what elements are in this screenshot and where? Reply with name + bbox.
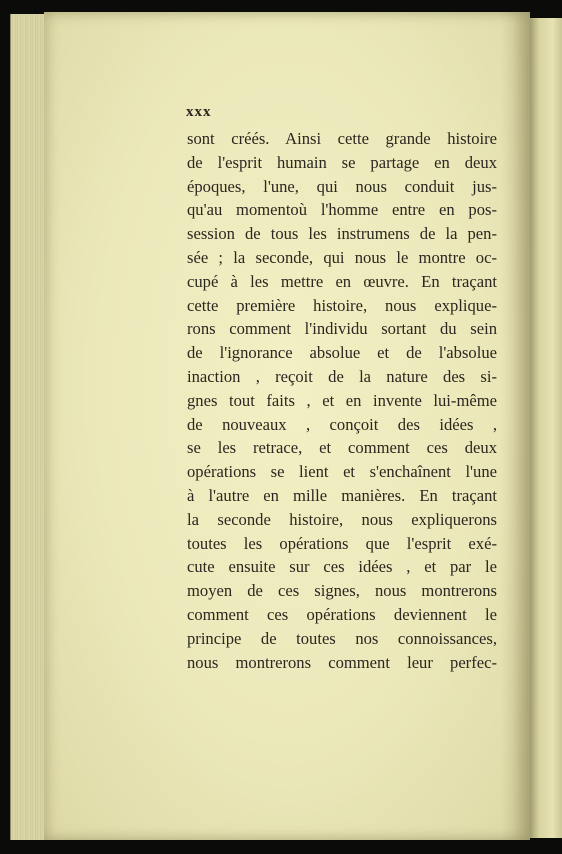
text-line: toutes les opérations que l'esprit exé- — [187, 533, 497, 553]
text-line: comment ces opérations deviennent le — [187, 604, 497, 624]
text-line: de l'ignorance absolue et de l'absolue — [187, 343, 497, 363]
body-text — [187, 127, 497, 674]
gutter-shadow — [500, 12, 530, 840]
text-line: moyen de ces signes, nous montrerons — [187, 581, 497, 601]
text-line: de l'esprit humain se partage en deux — [187, 152, 497, 172]
text-line: à l'autre en mille manières. En traçant — [187, 485, 497, 505]
text-line: qu'au momentoù l'homme entre en pos- — [187, 200, 497, 220]
text-line: session de tous les instrumens de la pen- — [187, 224, 497, 244]
text-line: de nouveaux , conçoit des idées , — [187, 414, 497, 434]
text-line: inaction , reçoit de la nature des si- — [187, 366, 497, 386]
text-line: rons comment l'individu sortant du sein — [187, 319, 497, 339]
text-line: cette première histoire, nous explique- — [187, 295, 497, 315]
text-line: cupé à les mettre en œuvre. En traçant — [187, 271, 497, 291]
page-number: xxx — [186, 104, 212, 120]
text-line: opérations se lient et s'enchaînent l'une — [187, 462, 497, 482]
text-line: époques, l'une, qui nous conduit jus- — [187, 176, 497, 196]
next-page-edge — [528, 18, 562, 838]
text-line: se les retrace, et comment ces deux — [187, 438, 497, 458]
text-line: la seconde histoire, nous expliquerons — [187, 509, 497, 529]
text-line: gnes tout faits , et en invente lui-même — [187, 390, 497, 410]
text-line: sée ; la seconde, qui nous le montre oc- — [187, 247, 497, 267]
text-line: nous montrerons comment leur perfec- — [187, 652, 497, 672]
text-line: principe de toutes nos connoissances, — [187, 628, 497, 648]
text-line: cute ensuite sur ces idées , et par le — [187, 557, 497, 577]
text-line: sont créés. Ainsi cette grande histoire — [187, 129, 497, 148]
